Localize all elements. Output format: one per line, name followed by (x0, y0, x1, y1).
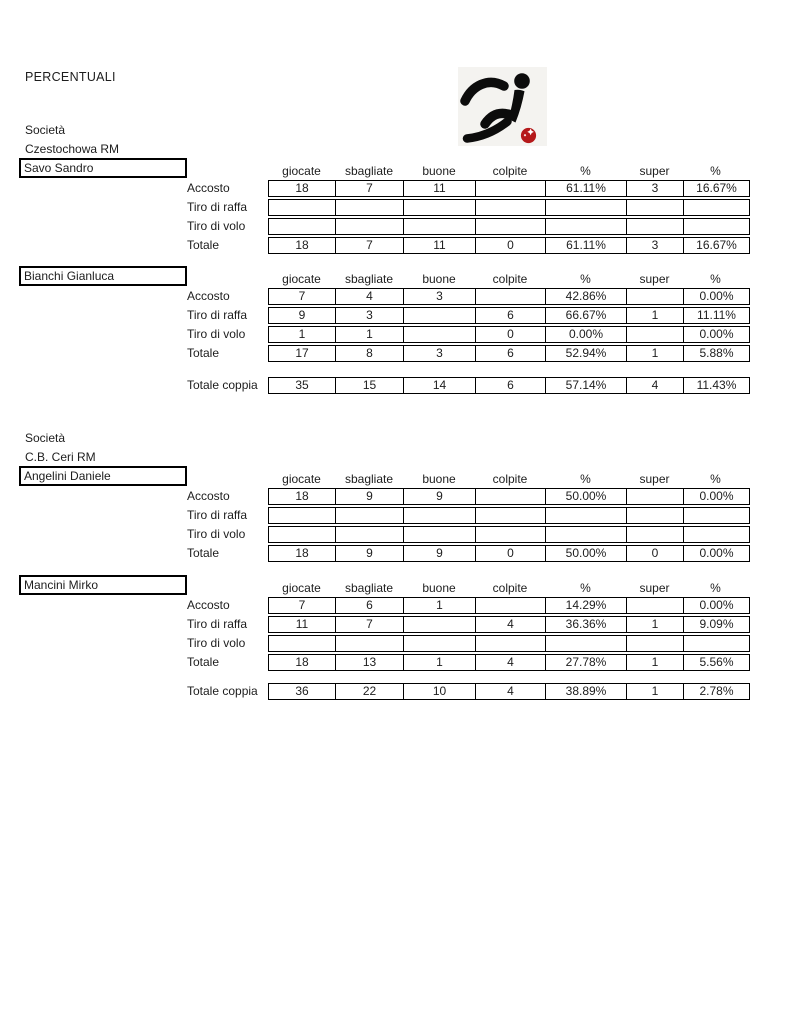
table-cell: 1 (627, 308, 684, 323)
table-cell: 6 (476, 378, 546, 393)
table-cell: 0 (476, 546, 546, 561)
society-name: C.B. Ceri RM (25, 450, 96, 464)
table-cell (627, 289, 684, 304)
table-cell: 3 (627, 238, 684, 253)
row-cells (268, 345, 750, 362)
row-label: Totale coppia (187, 684, 258, 698)
table-row (185, 507, 750, 524)
table-cell: 14 (404, 378, 476, 393)
table-cell (404, 200, 476, 215)
table-cell: 17 (269, 346, 336, 361)
table-cell (546, 219, 627, 234)
row-cells (268, 307, 750, 324)
column-header: super (639, 472, 670, 486)
table-cell (404, 308, 476, 323)
player-name-box (19, 466, 187, 486)
row-label: Accosto (187, 598, 230, 612)
table-cell: 1 (627, 655, 684, 670)
table-cell: 42.86% (546, 289, 627, 304)
row-cells (268, 526, 750, 543)
table-cell (336, 219, 404, 234)
column-header: % (580, 272, 591, 286)
row-cells (268, 199, 750, 216)
totale-coppia-row (185, 683, 750, 702)
row-label: Totale (187, 655, 220, 669)
column-header: sbagliate (344, 164, 394, 178)
table-cell: 50.00% (546, 546, 627, 561)
table-rows (185, 597, 750, 673)
column-header: colpite (492, 581, 528, 595)
society-name: Czestochowa RM (25, 142, 120, 156)
table-cell: 4 (476, 617, 546, 632)
table-cell (404, 219, 476, 234)
player-name-box (19, 266, 187, 286)
row-label: Tiro di volo (187, 527, 246, 541)
table-cell (684, 527, 749, 542)
table-row (185, 307, 750, 324)
table-cell: 16.67% (696, 181, 737, 195)
table-cell: 4 (476, 655, 546, 670)
table-cell: 1 (627, 346, 684, 361)
row-label: Tiro di raffa (187, 308, 248, 322)
row-cells (268, 616, 750, 633)
column-header: % (710, 272, 721, 286)
table-cell: 9 (269, 308, 336, 323)
table-cell: 3 (336, 308, 404, 323)
column-header: buone (422, 472, 456, 486)
table-cell: 9 (336, 546, 404, 561)
table-cell (269, 219, 336, 234)
table-cell: 27.78% (546, 655, 627, 670)
society-label: Società (25, 431, 66, 445)
table-cell: 1 (269, 327, 336, 342)
table-cell: 9 (336, 489, 404, 504)
table-cell: 6 (336, 598, 404, 613)
table-row (185, 218, 750, 235)
row-label: Totale coppia (187, 378, 258, 392)
column-headers (268, 160, 748, 178)
table-cell: 7 (269, 289, 336, 304)
table-cell (627, 598, 684, 613)
column-header: % (710, 472, 721, 486)
table-cell (684, 200, 749, 215)
row-cells (268, 597, 750, 614)
table-row (185, 345, 750, 362)
row-cells (268, 237, 750, 254)
logo-ball-sparkle (524, 134, 526, 136)
table-row (185, 199, 750, 216)
table-cell (627, 489, 684, 504)
row-label: Tiro di volo (187, 219, 246, 233)
table-cell: 18 (269, 181, 336, 196)
table-cell: 1 (404, 598, 476, 613)
bocce-player-logo-icon (458, 67, 547, 146)
table-cell: 0.00% (546, 327, 627, 342)
column-header: super (639, 581, 670, 595)
row-label: Totale (187, 546, 220, 560)
row-cells (268, 635, 750, 652)
table-cell: 36.36% (546, 617, 627, 632)
column-headers (268, 268, 748, 286)
table-cell: 11.43% (696, 378, 737, 392)
table-cell (546, 527, 627, 542)
table-cell: 3 (404, 289, 476, 304)
table-rows (185, 488, 750, 564)
table-cell (336, 200, 404, 215)
column-header: % (580, 164, 591, 178)
table-cell: 5.88% (699, 346, 734, 360)
table-cell (627, 327, 684, 342)
table-cell (269, 636, 336, 651)
table-cell: 2.78% (699, 684, 734, 698)
row-cells (268, 507, 750, 524)
column-header: % (710, 164, 721, 178)
table-cell (336, 527, 404, 542)
table-row (185, 654, 750, 671)
table-cell (546, 200, 627, 215)
table-cell: 4 (476, 684, 546, 699)
table-rows (185, 288, 750, 364)
table-row (185, 237, 750, 254)
column-header: giocate (282, 581, 321, 595)
table-cell: 18 (269, 238, 336, 253)
table-cell: 0 (476, 327, 546, 342)
table-cell: 11 (404, 181, 476, 196)
table-cell: 1 (404, 655, 476, 670)
table-cell: 3 (404, 346, 476, 361)
table-cell: 50.00% (546, 489, 627, 504)
table-cell: 15 (336, 378, 404, 393)
table-cell: 9.09% (699, 617, 734, 631)
table-cell: 0.00% (699, 546, 734, 560)
table-cell (404, 617, 476, 632)
column-header: % (710, 581, 721, 595)
row-cells (268, 218, 750, 235)
table-cell (269, 508, 336, 523)
table-row (185, 616, 750, 633)
table-cell: 61.11% (546, 181, 627, 196)
totale-coppia (185, 683, 750, 700)
column-header: colpite (492, 472, 528, 486)
column-header: giocate (282, 472, 321, 486)
table-cell: 4 (627, 378, 684, 393)
table-cell: 35 (269, 378, 336, 393)
society-label: Società (25, 123, 66, 137)
table-cell: 5.56% (699, 655, 734, 669)
row-label: Totale (187, 238, 220, 252)
column-header: buone (422, 581, 456, 595)
table-cell (404, 527, 476, 542)
table-row (185, 180, 750, 197)
table-row (185, 288, 750, 305)
table-cell: 8 (336, 346, 404, 361)
column-header: sbagliate (344, 272, 394, 286)
table-row (185, 526, 750, 543)
table-cell: 0.00% (699, 327, 734, 341)
row-cells (268, 377, 750, 394)
table-cell: 36 (269, 684, 336, 699)
table-cell: 0.00% (699, 489, 734, 503)
column-header: % (580, 581, 591, 595)
table-cell: 10 (404, 684, 476, 699)
table-cell: 1 (627, 684, 684, 699)
page-title: PERCENTUALI (25, 70, 116, 84)
table-cell (627, 508, 684, 523)
table-row (185, 597, 750, 614)
table-cell: 22 (336, 684, 404, 699)
player-name: Savo Sandro (24, 161, 94, 175)
table-cell: 18 (269, 489, 336, 504)
table-cell: 3 (627, 181, 684, 196)
row-label: Accosto (187, 489, 230, 503)
table-cell: 7 (269, 598, 336, 613)
row-label: Accosto (187, 289, 230, 303)
table-cell (336, 508, 404, 523)
column-header: super (639, 272, 670, 286)
column-header: sbagliate (344, 581, 394, 595)
table-cell: 0.00% (699, 598, 734, 612)
table-cell (404, 636, 476, 651)
table-cell (627, 527, 684, 542)
player-name-box (19, 575, 187, 595)
row-label: Tiro di raffa (187, 617, 248, 631)
player-name-box (19, 158, 187, 178)
row-label: Tiro di volo (187, 327, 246, 341)
table-cell (546, 508, 627, 523)
player-name: Bianchi Gianluca (24, 269, 115, 283)
row-cells (268, 545, 750, 562)
table-cell: 9 (404, 546, 476, 561)
table-row (185, 635, 750, 652)
table-cell (476, 219, 546, 234)
table-cell: 7 (336, 181, 404, 196)
column-header: colpite (492, 164, 528, 178)
column-header: super (639, 164, 670, 178)
row-cells (268, 654, 750, 671)
table-row (185, 488, 750, 505)
column-header: giocate (282, 164, 321, 178)
table-cell (476, 181, 546, 196)
table-cell: 18 (269, 655, 336, 670)
row-cells (268, 683, 750, 700)
table-cell: 57.14% (546, 378, 627, 393)
logo-ball (521, 128, 536, 143)
table-cell (476, 598, 546, 613)
row-cells (268, 488, 750, 505)
player-name: Angelini Daniele (24, 469, 111, 483)
row-label: Tiro di raffa (187, 508, 248, 522)
column-header: % (580, 472, 591, 486)
table-cell: 0.00% (699, 289, 734, 303)
table-cell: 6 (476, 346, 546, 361)
table-cell: 7 (336, 238, 404, 253)
table-cell: 16.67% (696, 238, 737, 252)
column-header: sbagliate (344, 472, 394, 486)
table-cell (476, 636, 546, 651)
table-cell: 11.11% (697, 308, 736, 322)
table-cell: 61.11% (546, 238, 627, 253)
totale-coppia (185, 377, 750, 394)
table-cell (336, 636, 404, 651)
table-cell (476, 508, 546, 523)
table-cell: 0 (627, 546, 684, 561)
table-cell (404, 508, 476, 523)
table-cell: 18 (269, 546, 336, 561)
column-header: colpite (492, 272, 528, 286)
table-cell: 11 (269, 617, 336, 632)
table-cell (404, 327, 476, 342)
column-header: buone (422, 164, 456, 178)
table-cell: 4 (336, 289, 404, 304)
table-cell (269, 200, 336, 215)
table-cell (684, 636, 749, 651)
logo-head (514, 73, 530, 89)
table-cell: 1 (627, 617, 684, 632)
row-label: Tiro di raffa (187, 200, 248, 214)
table-cell (684, 219, 749, 234)
table-cell (684, 508, 749, 523)
table-cell (476, 489, 546, 504)
table-cell (476, 527, 546, 542)
row-label: Accosto (187, 181, 230, 195)
column-header: giocate (282, 272, 321, 286)
table-cell (627, 200, 684, 215)
table-cell: 52.94% (546, 346, 627, 361)
table-cell: 9 (404, 489, 476, 504)
row-label: Totale (187, 346, 220, 360)
table-row (185, 545, 750, 562)
player-name: Mancini Mirko (24, 578, 99, 592)
table-cell (627, 636, 684, 651)
column-headers (268, 577, 748, 595)
table-cell (476, 289, 546, 304)
row-cells (268, 288, 750, 305)
table-cell: 38.89% (546, 684, 627, 699)
table-cell: 0 (476, 238, 546, 253)
table-cell: 7 (336, 617, 404, 632)
row-label: Tiro di volo (187, 636, 246, 650)
row-cells (268, 326, 750, 343)
table-cell: 14.29% (546, 598, 627, 613)
table-rows (185, 180, 750, 256)
table-cell (627, 219, 684, 234)
totale-coppia-row (185, 377, 750, 396)
table-cell (546, 636, 627, 651)
column-headers (268, 468, 748, 486)
table-cell (476, 200, 546, 215)
table-cell: 13 (336, 655, 404, 670)
table-row (185, 326, 750, 343)
table-cell: 66.67% (546, 308, 627, 323)
table-cell: 1 (336, 327, 404, 342)
column-header: buone (422, 272, 456, 286)
table-cell (269, 527, 336, 542)
table-cell: 6 (476, 308, 546, 323)
table-cell: 11 (404, 238, 476, 253)
row-cells (268, 180, 750, 197)
